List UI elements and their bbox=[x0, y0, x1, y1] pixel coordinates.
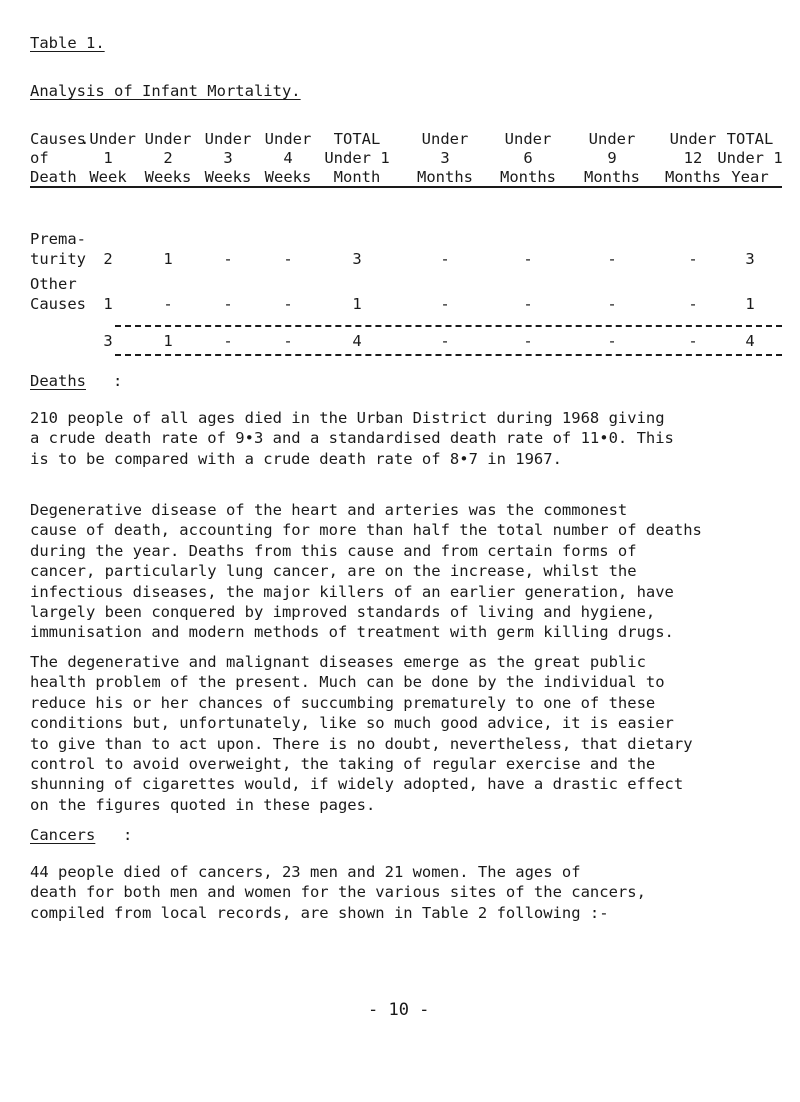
total-cell: - bbox=[223, 332, 233, 350]
header-cell: Months bbox=[500, 168, 556, 186]
header-cell: Under bbox=[264, 130, 312, 148]
header-cell: 3 bbox=[440, 149, 450, 167]
header-cell: 12 bbox=[683, 149, 703, 167]
table-title: Analysis of Infant Mortality. bbox=[30, 82, 301, 100]
total-cell: - bbox=[283, 332, 293, 350]
header-cell: Week bbox=[89, 168, 127, 186]
table-cell: - bbox=[163, 295, 173, 313]
header-cell: Weeks bbox=[204, 168, 252, 186]
totals-top-rule bbox=[115, 325, 782, 327]
table-cell: - bbox=[283, 250, 293, 268]
header-cell: 6 bbox=[523, 149, 533, 167]
header-causes: Causes bbox=[30, 130, 86, 148]
table-cell: - bbox=[440, 295, 450, 313]
total-cell: - bbox=[607, 332, 617, 350]
header-cell: Months bbox=[584, 168, 640, 186]
total-cell: - bbox=[440, 332, 450, 350]
header-cell: Month bbox=[333, 168, 381, 186]
page-number: - 10 - bbox=[368, 1000, 430, 1020]
header-cell: Under 1 bbox=[717, 149, 783, 167]
table-cell: - bbox=[607, 250, 617, 268]
header-cell: Weeks bbox=[144, 168, 192, 186]
table-cell: - bbox=[223, 295, 233, 313]
header-cell: TOTAL bbox=[333, 130, 381, 148]
header-cell: Months bbox=[417, 168, 473, 186]
table-row-prematurity bbox=[0, 230, 800, 250]
header-cell: 1 bbox=[103, 149, 113, 167]
cancers-colon: : bbox=[123, 826, 133, 844]
header-cell: Months bbox=[665, 168, 721, 186]
header-cell: .Under bbox=[80, 130, 136, 148]
header-cell: 3 bbox=[223, 149, 233, 167]
header-cell: Weeks bbox=[264, 168, 312, 186]
table-cell: 1 bbox=[352, 295, 362, 313]
table-cell: - bbox=[523, 250, 533, 268]
header-cell: TOTAL bbox=[726, 130, 774, 148]
total-cell: 3 bbox=[103, 332, 113, 350]
deaths-colon: : bbox=[113, 372, 123, 390]
header-cell: Under bbox=[204, 130, 252, 148]
header-cell: Under 1 bbox=[324, 149, 390, 167]
deaths-paragraph-1: 210 people of all ages died in the Urban District during 1968 giving a crude death rate of 9•3 and a standardised death rate of 11•0. This is to be compared with a crude death rate of 8•7 in 1967. bbox=[30, 409, 674, 468]
table-row-other-causes bbox=[0, 275, 800, 295]
table-cell: 1 bbox=[103, 295, 113, 313]
table-cell: 2 bbox=[103, 250, 113, 268]
cancers-paragraph: 44 people died of cancers, 23 men and 21 women. The ages of death for both men and women for the various sites of the cancers, compiled from local records, are shown in Table 2 following :- bbox=[30, 863, 646, 922]
table-cell: - bbox=[607, 295, 617, 313]
table-cell: 1 bbox=[745, 295, 755, 313]
row-label: Causes bbox=[30, 295, 86, 313]
table-cell: - bbox=[523, 295, 533, 313]
header-cell: Under bbox=[421, 130, 469, 148]
deaths-heading: Deaths bbox=[30, 372, 86, 390]
header-cell: Under bbox=[588, 130, 636, 148]
header-cell: Under bbox=[669, 130, 717, 148]
table-cell: - bbox=[688, 295, 698, 313]
header-death: Death bbox=[30, 168, 77, 186]
deaths-paragraph-2: Degenerative disease of the heart and arteries was the commonest cause of death, accounting for more than half the total number of deaths during the year. Deaths from this cause and from certain forms of cancer, particularly lung cancer, are on the increase, whilst the infectious diseases, the major killers of an earlier generation, have largely been conquered by improved standards of living and hygiene, immunisation and modern methods of treatment with germ killing drugs. bbox=[30, 501, 702, 642]
table-cell: - bbox=[223, 250, 233, 268]
deaths-paragraph-3: The degenerative and malignant diseases emerge as the great public health problem of the present. Much can be done by the individual to reduce his or her chances of succumbing prematurely to one of these conditions but, unfortunately, like so much good advice, it is easier to give than to act upon. There is no doubt, nevertheless, that dietary control to avoid overweight, the taking of regular exercise and the shunning of cigarettes would, if widely adopted, have a drastic effect on the figures quoted in these pages. bbox=[30, 653, 693, 814]
table-label: Table 1. bbox=[30, 34, 105, 52]
header-cell: Under bbox=[144, 130, 192, 148]
header-underline bbox=[30, 186, 782, 188]
header-cell: Under bbox=[504, 130, 552, 148]
total-cell: 4 bbox=[745, 332, 755, 350]
table-header-row-2 bbox=[0, 149, 800, 169]
header-cell: 4 bbox=[283, 149, 293, 167]
header-cell: 2 bbox=[163, 149, 173, 167]
total-cell: - bbox=[523, 332, 533, 350]
table-row bbox=[0, 295, 800, 315]
header-cell: 9 bbox=[607, 149, 617, 167]
header-cell: Year bbox=[731, 168, 769, 186]
total-cell: - bbox=[688, 332, 698, 350]
totals-bottom-rule bbox=[115, 354, 782, 356]
table-header-row-1 bbox=[0, 130, 800, 150]
table-row bbox=[0, 250, 800, 270]
table-header-row-3 bbox=[0, 168, 800, 188]
total-cell: 1 bbox=[163, 332, 173, 350]
cancers-heading: Cancers bbox=[30, 826, 96, 844]
total-cell: 4 bbox=[352, 332, 362, 350]
row-label: turity bbox=[30, 250, 86, 268]
table-cell: - bbox=[440, 250, 450, 268]
table-cell: - bbox=[688, 250, 698, 268]
table-totals-row bbox=[0, 332, 800, 352]
row-label: Prema- bbox=[30, 230, 86, 248]
table-cell: - bbox=[283, 295, 293, 313]
row-label: Other bbox=[30, 275, 77, 293]
table-cell: 1 bbox=[163, 250, 173, 268]
table-cell: 3 bbox=[745, 250, 755, 268]
table-cell: 3 bbox=[352, 250, 362, 268]
header-of: of bbox=[30, 149, 49, 167]
